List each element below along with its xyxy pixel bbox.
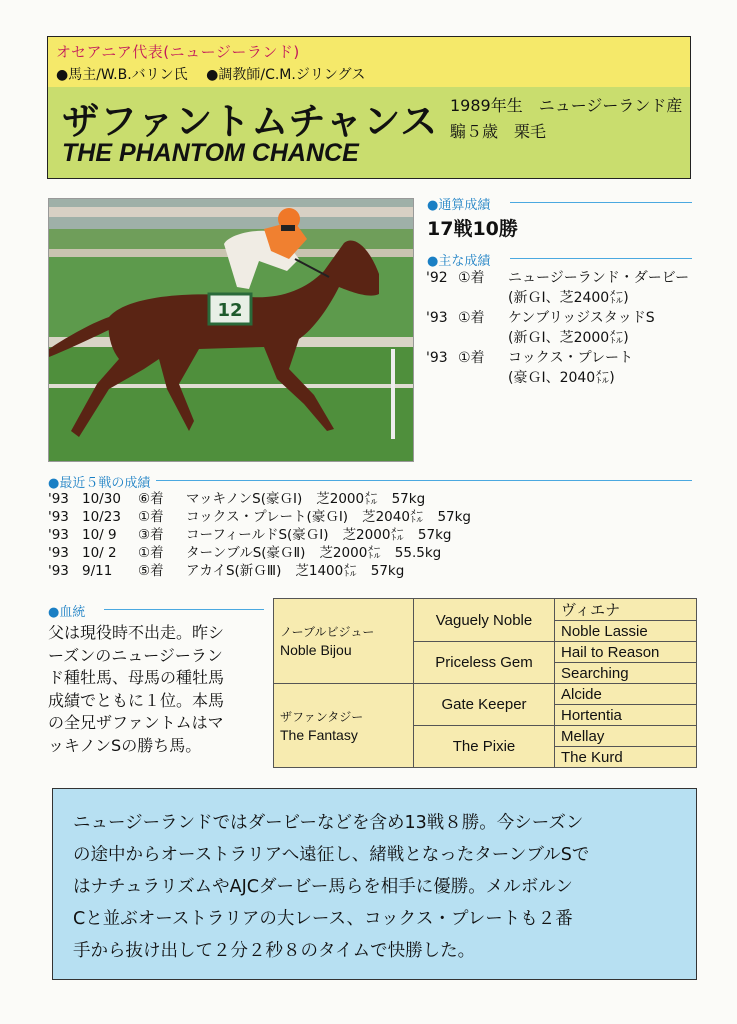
recent-date: 10/ 9	[82, 527, 117, 543]
recent-date: 10/ 2	[82, 545, 117, 561]
list-item	[426, 308, 689, 328]
birth-info: 1989年生 ニュージーランド産	[450, 96, 683, 115]
saddle-number: 12	[217, 300, 243, 321]
pedigree-dam-sire: Gate Keeper	[414, 684, 555, 726]
owner-label: ●馬主/W.B.バリン氏	[56, 67, 188, 83]
section-divider	[510, 202, 692, 203]
recent-race: ターンブルS(豪ＧⅡ)	[186, 545, 306, 561]
list-item	[48, 508, 471, 526]
section-divider	[156, 480, 692, 481]
text-line: ッキノンSの勝ち馬。	[48, 735, 202, 755]
recent-weight: 57kg	[370, 563, 405, 579]
list-item	[48, 490, 471, 508]
text-line: Cと並ぶオーストラリアの大レース、コックス・プレートも２番	[73, 909, 573, 929]
recent-year: '93	[48, 563, 69, 579]
header-top-band	[47, 36, 691, 88]
recent-surface: 芝2000㍍	[342, 527, 404, 543]
recent-weight: 55.5kg	[394, 545, 442, 561]
pedigree-sire-dam: Priceless Gem	[414, 642, 555, 684]
text-line: ド種牡馬、母馬の種牡馬	[48, 668, 225, 687]
recent-place: ①着	[138, 509, 164, 525]
recent-date: 10/30	[82, 491, 121, 507]
horse-name-jp: ザファントムチャンス	[62, 100, 439, 143]
result-detail: (新ＧⅠ、芝2400㍍)	[508, 290, 629, 306]
recent-race: アカイS(新ＧⅢ)	[186, 563, 282, 579]
result-race: コックス・プレート	[508, 350, 634, 366]
text-line: の全兄ザファントムはマ	[48, 713, 224, 732]
total-record: 17戦10勝	[427, 218, 518, 240]
pedigree-sire-sire: Vaguely Noble	[414, 599, 555, 642]
text-line: 成績でともに１位。本馬	[48, 690, 225, 710]
bloodline-label: ●血統	[48, 605, 86, 620]
recent-results-label: ●最近５戦の成績	[48, 476, 151, 491]
result-place: ①着	[458, 350, 485, 366]
result-race: ケンブリッジスタッドS	[508, 310, 655, 326]
recent-date: 10/23	[82, 509, 121, 525]
bloodline-description	[48, 622, 268, 757]
recent-race: コーフィールドS(豪ＧⅠ)	[186, 527, 329, 543]
recent-weight: 57kg	[391, 491, 426, 507]
recent-surface: 芝2000㍍	[316, 491, 378, 507]
pedigree-dam-dam: The Pixie	[414, 726, 555, 768]
sex-age-color: 騸５歳 栗毛	[450, 122, 547, 141]
section-divider	[510, 258, 692, 259]
pedigree-gen3: ヴィエナ	[555, 599, 697, 621]
text-line: 父は現役時不出走。昨シ	[48, 623, 225, 642]
connections-line	[56, 64, 379, 84]
result-race: ニュージーランド・ダービー	[508, 270, 690, 286]
pedigree-table	[273, 598, 697, 768]
text-line: ーズンのニュージーラン	[48, 645, 223, 665]
sire-name-jp: ノーブルビジュー	[280, 625, 375, 639]
list-item	[426, 348, 689, 368]
text-line: の途中からオーストラリアへ遠征し、緒戦となったターンブルSで	[73, 845, 590, 865]
trainer-label: ●調教師/C.M.ジリングス	[206, 67, 366, 83]
recent-year: '93	[48, 491, 69, 507]
commentary-box	[52, 788, 697, 980]
recent-surface: 芝2000㍍	[319, 545, 381, 561]
pedigree-sire	[274, 599, 414, 684]
recent-results-list	[48, 490, 471, 580]
list-item	[48, 526, 471, 544]
result-year: '93	[426, 310, 448, 326]
recent-place: ③着	[138, 527, 164, 543]
result-place: ①着	[458, 270, 485, 286]
recent-race: コックス・プレート(豪ＧⅠ)	[186, 509, 349, 525]
result-detail: (豪ＧⅠ、2040㍍)	[508, 370, 615, 386]
region-label: オセアニア代表(ニュージーランド)	[56, 43, 300, 61]
result-year: '92	[426, 270, 448, 286]
recent-place: ⑤着	[138, 563, 164, 579]
result-detail: (新ＧⅠ、芝2000㍍)	[508, 330, 629, 346]
recent-weight: 57kg	[417, 527, 452, 543]
list-item	[48, 562, 471, 580]
pedigree-gen3: The Kurd	[555, 747, 697, 768]
list-item	[48, 544, 471, 562]
recent-date: 9/11	[82, 563, 113, 579]
dam-name-jp: ザファンタジー	[280, 709, 364, 724]
text-line: ニュージーランドではダービーなどを含め13戦８勝。今シーズン	[73, 813, 584, 833]
total-record-label: ●通算成績	[427, 198, 491, 213]
recent-year: '93	[48, 527, 69, 543]
major-results-label: ●主な成績	[427, 254, 491, 269]
sire-name-en: Noble Bijou	[280, 642, 352, 658]
recent-year: '93	[48, 509, 69, 525]
list-item	[426, 268, 689, 288]
pedigree-gen3: Hail to Reason	[555, 642, 697, 663]
recent-surface: 芝1400㍍	[295, 563, 357, 579]
pedigree-gen3: Hortentia	[555, 705, 697, 726]
recent-race: マッキノンS(豪ＧⅠ)	[186, 491, 303, 507]
text-line: はナチュラリズムやAJCダービー馬らを相手に優勝。メルボルン	[73, 877, 573, 897]
pedigree-gen3: Noble Lassie	[555, 621, 697, 642]
result-place: ①着	[458, 310, 485, 326]
section-divider	[104, 609, 264, 610]
dam-name-en: The Fantasy	[280, 726, 358, 743]
text-line: 手から抜け出して２分２秒８のタイムで快勝した。	[73, 941, 476, 961]
header-name-band	[47, 87, 691, 179]
pedigree-gen3: Mellay	[555, 726, 697, 747]
recent-place: ⑥着	[138, 491, 164, 507]
recent-weight: 57kg	[437, 509, 472, 525]
major-results-list	[426, 268, 689, 388]
recent-year: '93	[48, 545, 69, 561]
pedigree-gen3: Alcide	[555, 684, 697, 705]
horse-photo	[48, 198, 414, 462]
horse-name-en: THE PHANTOM CHANCE	[62, 139, 359, 167]
recent-place: ①着	[138, 545, 164, 561]
recent-surface: 芝2040㍍	[362, 509, 424, 525]
pedigree-gen3: Searching	[555, 663, 697, 684]
pedigree-dam	[274, 684, 414, 768]
result-year: '93	[426, 350, 448, 366]
